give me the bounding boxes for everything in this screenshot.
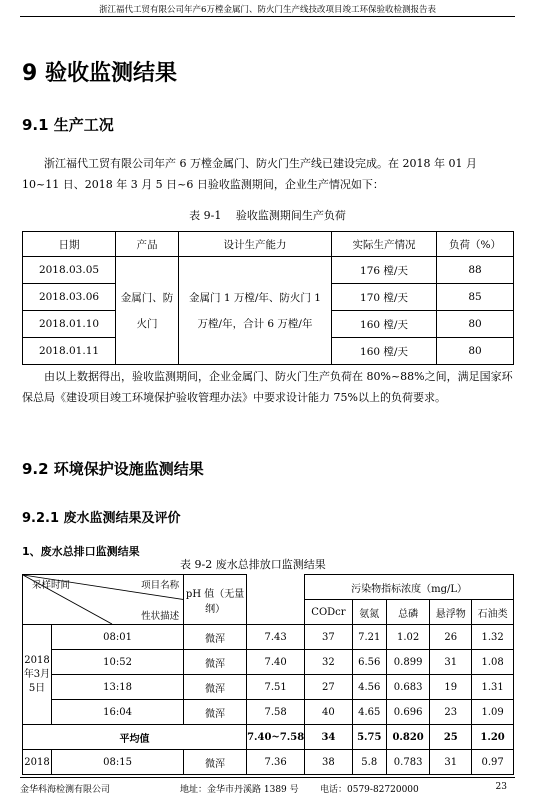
wastewater-table xyxy=(22,574,514,775)
cell-design: 金属门 1 万樘/年、防火门 1 万樘/年，合计 6 万樘/年 xyxy=(179,257,332,365)
th-col: 总磷 xyxy=(386,600,430,625)
cell-avg-label: 平均值 xyxy=(23,725,247,750)
cell-avg-val: 5.75 xyxy=(352,725,386,750)
cell-product: 金属门、防火门 xyxy=(116,257,179,365)
table-9-1-caption: 表 9-1 验收监测期间生产负荷 xyxy=(189,209,346,222)
paragraph-conclusion: 由以上数据得出，验收监测期间，企业金属门、防火门生产负荷在 80%~88%之间，满足国家环保总局《建设项目竣工环境保护验收管理办法》中要求设计能力 75%以上的负荷要求。 xyxy=(22,370,513,404)
cell-val: 0.783 xyxy=(386,750,430,775)
cell-load: 88 xyxy=(437,257,514,284)
cell-val: 0.683 xyxy=(386,675,430,700)
footer-company: 金华科海检测有限公司 xyxy=(20,785,111,795)
table-row xyxy=(23,625,514,650)
th-col: CODcr xyxy=(305,600,353,625)
cell-val: 0.696 xyxy=(386,700,430,725)
cell-avg-val: 0.820 xyxy=(386,725,430,750)
table-9-2-caption: 表 9-2 废水总排放口监测结果 xyxy=(180,558,326,571)
cell-actual: 160 樘/天 xyxy=(332,338,437,365)
cell-val: 6.56 xyxy=(352,650,386,675)
subsection-1-title: 1、废水总排口监测结果 xyxy=(22,545,140,558)
table-row xyxy=(23,700,514,725)
cell-val: 26 xyxy=(430,625,472,650)
cell-val: 40 xyxy=(305,700,353,725)
cell-date: 2018 xyxy=(23,750,52,775)
cell-val: 1.32 xyxy=(472,625,514,650)
th-col: 石油类 xyxy=(472,600,514,625)
section-9-2-title: 9.2 环境保护设施监测结果 xyxy=(22,460,204,478)
th-col: 氨氮 xyxy=(352,600,386,625)
cell-date: 2018.01.11 xyxy=(23,338,116,365)
cell-time: 08:15 xyxy=(52,750,184,775)
cell-ph: 7.40 xyxy=(247,650,305,675)
section-9-1-title: 9.1 生产工况 xyxy=(22,116,114,134)
cell-val: 4.56 xyxy=(352,675,386,700)
th-design: 设计生产能力 xyxy=(179,232,332,257)
cell-time: 13:18 xyxy=(52,675,184,700)
th-pollutant: 污染物指标浓度（mg/L） xyxy=(305,575,514,600)
header-rule xyxy=(20,16,515,17)
chapter-title: 9 验收监测结果 xyxy=(22,61,177,86)
footer-address: 地址：金华市丹溪路 1389 号 xyxy=(180,785,299,795)
cell-val: 31 xyxy=(430,650,472,675)
cell-val: 38 xyxy=(305,750,353,775)
cell-val: 0.899 xyxy=(386,650,430,675)
cell-val: 0.97 xyxy=(472,750,514,775)
th-date: 日期 xyxy=(23,232,116,257)
th-actual: 实际生产情况 xyxy=(332,232,437,257)
cell-ph: 7.36 xyxy=(247,750,305,775)
cell-ph: 7.58 xyxy=(247,700,305,725)
cell-desc: 微浑 xyxy=(184,750,247,775)
cell-val: 37 xyxy=(305,625,353,650)
footer-rule xyxy=(20,777,515,778)
cell-val: 1.08 xyxy=(472,650,514,675)
cell-date: 2018年3月5日 xyxy=(23,625,52,725)
cell-avg-val: 34 xyxy=(305,725,353,750)
cell-val: 31 xyxy=(430,750,472,775)
cell-load: 80 xyxy=(437,311,514,338)
spacer xyxy=(247,575,305,625)
cell-actual: 176 樘/天 xyxy=(332,257,437,284)
table-row xyxy=(23,750,514,775)
cell-actual: 160 樘/天 xyxy=(332,311,437,338)
th-col: 悬浮物 xyxy=(430,600,472,625)
cell-val: 32 xyxy=(305,650,353,675)
footer-phone: 电话：0579-82720000 xyxy=(320,785,419,795)
cell-val: 4.65 xyxy=(352,700,386,725)
cell-val: 5.8 xyxy=(352,750,386,775)
section-9-2-1-title: 9.2.1 废水监测结果及评价 xyxy=(22,511,181,526)
cell-val: 1.31 xyxy=(472,675,514,700)
cell-val: 23 xyxy=(430,700,472,725)
page-header: 浙江福代工贸有限公司年产6万樘金属门、防火门生产线技改项目竣工环保验收检测报告表 xyxy=(99,5,436,15)
cell-time: 10:52 xyxy=(52,650,184,675)
table-row xyxy=(23,257,514,284)
table-row xyxy=(23,650,514,675)
page-number: 23 xyxy=(495,782,507,792)
diagonal-header-cell xyxy=(23,575,184,625)
cell-desc: 微浑 xyxy=(184,700,247,725)
cell-val: 1.09 xyxy=(472,700,514,725)
cell-val: 1.02 xyxy=(386,625,430,650)
cell-date: 2018.03.06 xyxy=(23,284,116,311)
cell-actual: 170 樘/天 xyxy=(332,284,437,311)
cell-date: 2018.01.10 xyxy=(23,311,116,338)
diag-label-time: 采样时间 xyxy=(31,580,70,591)
paragraph-intro: 浙江福代工贸有限公司年产 6 万樘金属门、防火门生产线已建设完成。在 2018 年 01 月 10~11 日、2018 年 3 月 5 日~6 日验收监测期间，企业生产情况如下： xyxy=(22,157,477,191)
th-load: 负荷（%） xyxy=(437,232,514,257)
cell-desc: 微浑 xyxy=(184,650,247,675)
cell-avg-ph: 7.40~7.58 xyxy=(247,725,305,750)
average-row xyxy=(23,725,514,750)
diag-label-desc: 性状描述 xyxy=(141,611,180,622)
diag-label-item: 项目名称 xyxy=(141,580,180,591)
cell-desc: 微浑 xyxy=(184,625,247,650)
cell-val: 27 xyxy=(305,675,353,700)
cell-load: 85 xyxy=(437,284,514,311)
cell-desc: 微浑 xyxy=(184,675,247,700)
cell-ph: 7.51 xyxy=(247,675,305,700)
cell-avg-val: 1.20 xyxy=(472,725,514,750)
cell-time: 08:01 xyxy=(52,625,184,650)
production-load-table xyxy=(22,231,514,365)
cell-load: 80 xyxy=(437,338,514,365)
cell-date: 2018.03.05 xyxy=(23,257,116,284)
cell-time: 16:04 xyxy=(52,700,184,725)
cell-val: 19 xyxy=(430,675,472,700)
cell-val: 7.21 xyxy=(352,625,386,650)
cell-avg-val: 25 xyxy=(430,725,472,750)
cell-ph: 7.43 xyxy=(247,625,305,650)
th-product: 产品 xyxy=(116,232,179,257)
table-row xyxy=(23,675,514,700)
th-ph: pH 值（无量纲） xyxy=(184,575,247,625)
